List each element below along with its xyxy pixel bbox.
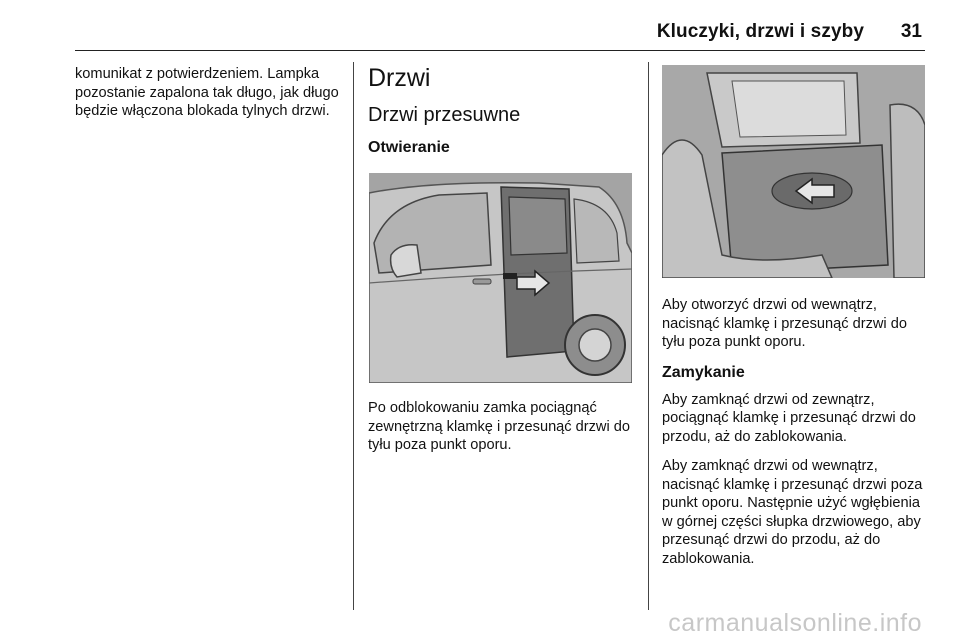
header-rule [75, 50, 925, 51]
section-heading-doors: Drzwi [368, 64, 431, 92]
column-3 [662, 296, 927, 579]
column-divider-left [353, 62, 354, 610]
watermark-text: carmanualsonline.info [668, 609, 922, 637]
caption-open-outside: Po odblokowaniu zamka pociągnąć zewnętrzną klamkę i przesunąć drzwi do tyłu poza punkt oporu. [368, 400, 630, 453]
subsection-heading-sliding-doors: Drzwi przesuwne [368, 104, 521, 126]
van-interior-drawing [662, 65, 925, 278]
column-1 [75, 65, 343, 132]
subheading-closing: Zamykanie [662, 363, 745, 381]
column-2-caption [368, 399, 638, 466]
column-2 [368, 64, 638, 158]
continued-paragraph: komunikat z potwierdzeniem. Lampka pozostanie zapalona tak długo, jak długo będzie włączona blokada tylnych drzwi. [75, 66, 339, 119]
column-divider-right [648, 62, 649, 610]
page-number: 31 [900, 21, 922, 42]
exterior-sliding-door-illustration [369, 173, 632, 383]
subheading-opening: Otwieranie [368, 139, 450, 156]
van-side-drawing [369, 173, 632, 383]
running-header-title: Kluczyki, drzwi i szyby [656, 21, 864, 42]
interior-sliding-door-illustration [662, 65, 925, 278]
paragraph-close-outside: Aby zamknąć drzwi od zewnątrz, pociągnąć klamkę i przesunąć drzwi do przodu, aż do zablokowania. [662, 391, 916, 445]
paragraph-close-inside: Aby zamknąć drzwi od wewnątrz, nacisnąć klamkę i przesunąć drzwi poza punkt oporu. Następnie użyć wgłębienia w górnej części słupka drzwiowego, aby przesunąć drzwi do przodu, aż do zablokowania. [662, 458, 923, 567]
paragraph-open-inside: Aby otworzyć drzwi od wewnątrz, nacisnąć klamkę i przesunąć drzwi do tyłu poza punkt oporu. [662, 297, 907, 350]
